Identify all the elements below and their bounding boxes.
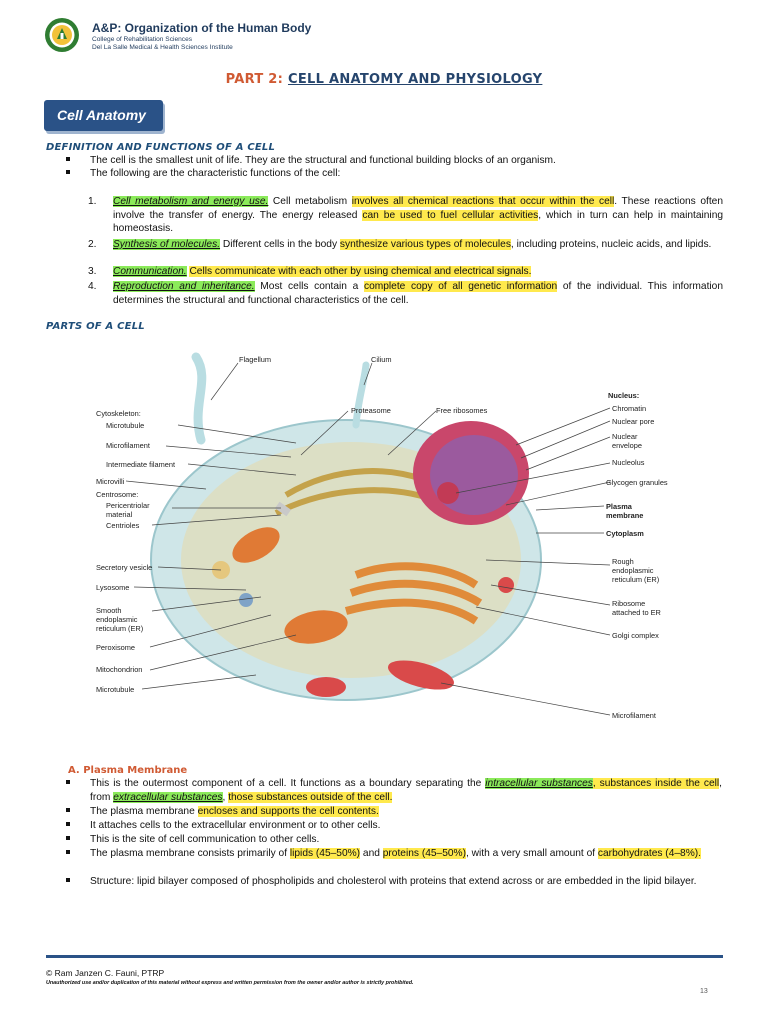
label-ribosome-er-2: attached to ER — [612, 608, 661, 617]
function-number: 4. — [88, 281, 97, 292]
label-centrioles: Centrioles — [106, 521, 140, 530]
school-seal-logo — [44, 17, 80, 53]
label-lysosome: Lysosome — [96, 583, 130, 592]
label-nuclear-pore: Nuclear pore — [612, 417, 655, 426]
footer-divider — [46, 955, 723, 958]
definition-bullet-1: The cell is the smallest unit of life. They are the structural and functional building blocks of an organism. — [90, 155, 556, 166]
bullet-marker — [66, 833, 87, 847]
label-smooth-er-3: reticulum (ER) — [96, 624, 144, 633]
label-smooth-er: Smooth — [96, 606, 122, 615]
label-intermediate-filament: Intermediate filament — [106, 460, 176, 469]
label-peroxisome: Peroxisome — [96, 643, 136, 652]
course-title: A&P: Organization of the Human Body — [92, 21, 312, 35]
label-plasma-membrane: Plasma — [606, 502, 632, 511]
college-name: College of Rehabilitation Sciences — [92, 36, 193, 43]
footer-author: © Ram Janzen C. Fauni, PTRP — [46, 968, 165, 978]
label-microtubule: Microtubule — [106, 421, 145, 430]
label-rough-er-3: reticulum (ER) — [612, 575, 660, 584]
label-cytoskeleton: Cytoskeleton: — [96, 409, 141, 418]
label-proteasome: Proteasome — [351, 406, 391, 415]
label-golgi-complex: Golgi complex — [612, 631, 659, 640]
function-number: 3. — [88, 266, 97, 277]
bullet-marker — [66, 805, 87, 819]
plasma-bullet-4: This is the site of cell communication to other cells. — [90, 834, 320, 845]
label-nucleus: Nucleus: — [608, 391, 640, 400]
label-rough-er: Rough — [612, 557, 634, 566]
label-nuclear-envelope-2: envelope — [612, 441, 642, 450]
function-number: 1. — [88, 196, 97, 207]
label-microtubule-2: Microtubule — [96, 685, 135, 694]
label-ribosome-er: Ribosome — [612, 599, 646, 608]
bullet-marker — [66, 167, 87, 181]
definition-heading: DEFINITION AND FUNCTIONS OF A CELL — [46, 142, 276, 153]
section-tab-cell-anatomy: Cell Anatomy — [44, 100, 163, 131]
label-microfilament: Microfilament — [106, 441, 150, 450]
function-item-reproduction: Reproduction and inheritance. Most cells contain a complete copy of all genetic information of the individual. This information determines the structural and functional characteristics of the cell. — [113, 281, 723, 306]
label-chromatin: Chromatin — [612, 404, 647, 413]
parts-of-cell-heading: PARTS OF A CELL — [46, 321, 145, 332]
bullet-marker — [66, 777, 87, 791]
bullet-marker — [66, 875, 87, 889]
diagram-leader-lines — [96, 345, 686, 725]
label-microfilament-2: Microfilament — [612, 711, 656, 720]
label-secretory-vesicle: Secretory vesicle — [96, 563, 153, 572]
function-number: 2. — [88, 239, 97, 250]
label-mitochondrion: Mitochondrion — [96, 665, 143, 674]
cell-anatomy-diagram — [96, 345, 686, 725]
part-title: PART 2: CELL ANATOMY AND PHYSIOLOGY — [225, 72, 543, 87]
bullet-marker — [66, 819, 87, 833]
label-glycogen-granules: Glycogen granules — [606, 478, 668, 487]
plasma-bullet-5: The plasma membrane consists primarily of lipids (45–50%) and proteins (45–50%), with a very small amount of carbohydrates (4–8%). — [90, 848, 701, 859]
bullet-marker — [66, 154, 87, 168]
function-item-communication: Communication. Cells communicate with each other by using chemical and electrical signals. — [113, 266, 532, 277]
institute-name: Del La Salle Medical & Health Sciences Institute — [92, 44, 233, 51]
function-item-synthesis: Synthesis of molecules. Different cells in the body synthesize various types of molecules, including proteins, nucleic acids, and lipids. — [113, 239, 712, 250]
label-nuclear-envelope: Nuclear — [612, 432, 638, 441]
label-cilium: Cilium — [371, 355, 392, 364]
plasma-bullet-2: The plasma membrane encloses and supports the cell contents. — [90, 806, 379, 817]
label-pericentriolar-material: material — [106, 510, 133, 519]
definition-bullet-2: The following are the characteristic functions of the cell: — [90, 168, 341, 179]
label-pericentriolar: Pericentriolar — [106, 501, 150, 510]
label-microvilli: Microvilli — [96, 477, 125, 486]
label-nucleolus: Nucleolus — [612, 458, 645, 467]
label-free-ribosomes: Free ribosomes — [436, 406, 488, 415]
footer-copyright-notice: Unauthorized use and/or duplication of this material without express and written permission from the owner and/or author is strictly prohibited. — [46, 980, 414, 986]
label-smooth-er-2: endoplasmic — [96, 615, 138, 624]
plasma-bullet-1: This is the outermost component of a cell. It functions as a boundary separating the intracellular substances, substances inside the cell, from extracellular substances, those substances outside of the cell. — [90, 778, 722, 803]
plasma-membrane-heading: A. Plasma Membrane — [68, 765, 188, 776]
plasma-bullet-3: It attaches cells to the extracellular environment or to other cells. — [90, 820, 381, 831]
label-plasma-membrane-2: membrane — [606, 511, 644, 520]
label-cytoplasm: Cytoplasm — [606, 529, 644, 538]
label-flagellum: Flagellum — [239, 355, 272, 364]
label-centrosome: Centrosome: — [96, 490, 139, 499]
function-item-metabolism: Cell metabolism and energy use. Cell metabolism involves all chemical reactions that occur within the cell. These reactions often involve the transfer of energy. The energy released can be used to fuel cellular activities, which in turn can help in maintaining homeostasis. — [113, 196, 724, 235]
label-rough-er-2: endoplasmic — [612, 566, 654, 575]
bullet-marker — [66, 847, 87, 861]
plasma-bullet-6: Structure: lipid bilayer composed of phospholipids and cholesterol with proteins that extend across or are embedded in the lipid bilayer. — [90, 876, 697, 887]
page-number: 13 — [700, 988, 708, 995]
